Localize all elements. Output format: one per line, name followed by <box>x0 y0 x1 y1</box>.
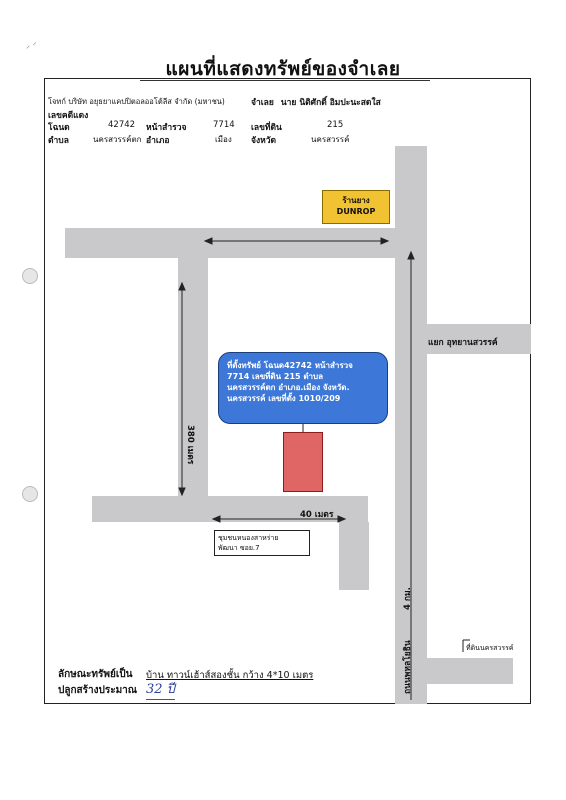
horizontal-distance-label: 40 เมตร <box>300 510 334 520</box>
survey-label: หน้าสำรวจ <box>146 123 187 133</box>
land-no-label: เลขที่ดิน <box>251 123 282 133</box>
horizontal-distance-arrow-left-head <box>213 516 220 522</box>
province-label: จังหวัด <box>251 136 277 146</box>
callout-line: ที่ตั้งทรัพย์ โฉนด42742 หน้าสำรวจ <box>227 361 353 370</box>
tire-shop-name: ร้านยาง <box>342 196 370 205</box>
callout-line: นครสวรรค์ตก อำเภอ.เมือง จังหวัด. <box>227 383 350 392</box>
defendant-value: นาย นิติศักดิ์ อิมปะนะสดใส <box>280 98 381 108</box>
property-type-label: ลักษณะทรัพย์เป็น <box>58 669 133 680</box>
callout-line: นครสวรรค์ เลขที่ตั้ง 1010/209 <box>227 394 341 403</box>
plaintiff-label: โจทก์ <box>48 97 66 106</box>
property-callout <box>218 352 388 424</box>
land-number: 215 <box>327 120 344 130</box>
community-soi: พัฒนา ซอย.7 <box>218 544 260 552</box>
property-type-value: บ้าน ทาวน์เฮ้าส์สองชั้น กว้าง 4*10 เมตร <box>146 670 314 681</box>
district-label: อำเภอ <box>146 136 170 146</box>
case-no-label: เลขคดีแดง <box>48 111 89 121</box>
tire-shop-landmark <box>322 190 390 224</box>
vertical-distance-label: 380 เมตร <box>185 425 195 465</box>
callout-line: 7714 เลขที่ดิน 215 ตำบล <box>227 372 324 381</box>
community-name: ชุมชนหนองสาหร่าย <box>218 534 279 542</box>
build-age-label: ปลูกสร้างประมาณ <box>58 685 138 696</box>
land-office-label: ที่ดินนครสวรรค์ <box>466 644 514 652</box>
build-age-value: 32 ปี <box>146 678 175 700</box>
community-label-box <box>214 530 310 556</box>
tire-shop-brand: DUNROP <box>336 207 376 216</box>
top-road-arrow-right-head <box>381 238 388 244</box>
scan-mark: ⸝ ⸍ <box>26 41 37 50</box>
deed-number: 42742 <box>108 120 136 130</box>
highway-name-label: ถนนพหลโยธิน <box>403 640 413 694</box>
defendant-label: จำเลย <box>251 98 274 108</box>
highway-arrow-top-head <box>408 252 414 259</box>
vertical-distance-arrow-top-head <box>179 283 185 290</box>
province-value: นครสวรรค์ <box>311 135 350 144</box>
horizontal-distance-arrow-right-head <box>338 516 345 522</box>
highway-distance-label: 4 กม. <box>403 587 413 610</box>
top-road-arrow-left-head <box>205 238 212 244</box>
district-value: เมือง <box>215 135 232 144</box>
plaintiff-value: บริษัท อยุธยาแคปปิตอลออโต้ลีส จำกัด (มหาชน) <box>68 97 225 106</box>
property-plot <box>283 432 323 492</box>
junction-label: แยก อุทยานสวรรค์ <box>428 338 498 348</box>
page-title: แผนที่แสดงทรัพย์ของจำเลย <box>165 58 401 80</box>
survey-number: 7714 <box>213 120 235 130</box>
deed-label: โฉนด <box>48 123 70 133</box>
subdistrict-value: นครสวรรค์ตก <box>93 135 142 144</box>
vertical-distance-arrow-bottom-head <box>179 488 185 495</box>
subdistrict-label: ตำบล <box>48 136 69 146</box>
